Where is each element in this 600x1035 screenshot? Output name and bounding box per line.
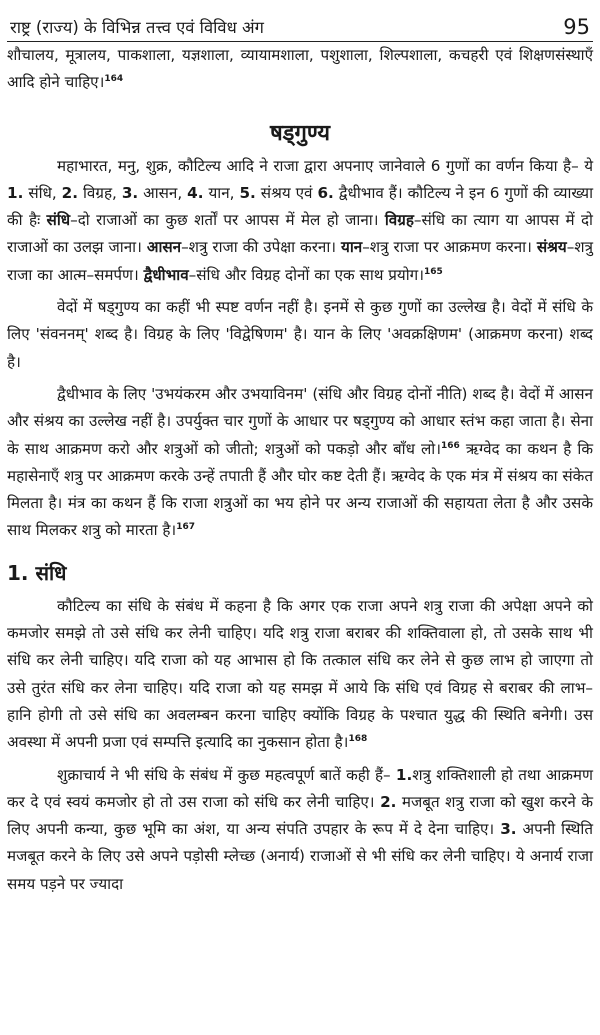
section-title: षड्गुण्य	[269, 120, 331, 146]
running-title: राष्ट्र (राज्य) के विभिन्न तत्त्व एवं विविध अंग	[10, 18, 264, 37]
footnote-ref-166: 166	[441, 440, 460, 451]
section-paragraph-1: महाभारत, मनु, शुक्र, कौटिल्य आदि ने राजा द्वारा अपनाए जानेवाले 6 गुणों का वर्णन किया है– ये 1. संधि, 2. विग्रह, 3. आसन, 4. यान, 5. संश्रय एवं 6. द्वैधीभाव हैं। कौटिल्य ने इन 6 गुणों की व्याख्या की हैः संधि–दो राजाओं का कुछ शर्तों पर आपस में मेल हो जाना। विग्रह–संधि का त्याग या आपस में दो राजाओं का उलझ जाना। आसन–शत्रु राजा की उपेक्षा करना। यान–शत्रु राजा पर आक्रमण करना। संश्रय–शत्रु राजा का आत्म–समर्पण। द्वैधीभाव–संधि और विग्रह दोनों का एक साथ प्रयोग।$^{165}$	[7, 156, 594, 284]
running-header	[7, 0, 593, 42]
footnote-ref-168: 168	[348, 734, 368, 745]
page-number: 95	[563, 15, 590, 39]
footnote-ref-165: 165	[423, 266, 443, 277]
body-text	[7, 42, 593, 898]
footnote-ref-167: 167	[176, 522, 195, 533]
subsection-paragraph-2: शुक्राचार्य ने भी संधि के संबंध में कुछ महत्वपूर्ण बातें कही हैं– 1.शत्रु शक्तिशाली हो तथा आक्रमण कर दे एवं स्वयं कमजोर हो तो उस राजा को संधि कर लेनी चाहिए। 2. मजबूत शत्रु राजा को खुश करने के लिए अपनी कन्या, कुछ भूमि का अंश, या अन्य संपति उपहार के रूप में दे देना चाहिए। 3. अपनी स्थिति मजबूत करने के लिए उसे अपने पड़ोसी म्लेच्छ (अनार्य) राजाओं से भी संधि कर लेनी चाहिए। ये अनार्य राजा समय पड़ने पर ज्यादा	[7, 765, 593, 893]
footnote-ref-164: 164	[104, 74, 124, 85]
section-paragraph-2: वेदों में षड्गुण्य का कहीं भी स्पष्ट वर्णन नहीं है। इनमें से कुछ गुणों का उल्लेख है। वेदों में संधि के लिए 'संवननम्' शब्द है। विग्रह के लिए 'विद्वेषिणम' है। यान के लिए 'अवक्रक्षिणम' (आक्रमण करना) शब्द है।	[7, 298, 593, 371]
section-paragraph-3: द्वैधीभाव के लिए 'उभयंकरम और उभयाविनम' (संधि और विग्रह दोनों नीति) शब्द है। वेदों में आसन और संश्रय का उल्लेख नहीं है। उपर्युक्त चार गुणों के आधार पर षड्गुण्य को आधार स्तंभ कहा जाता है। सेना के साथ आक्रमण करो और शत्रुओं को जीतो; शत्रुओं को पकड़ो और बाँध लो।$^{166}$ ऋग्वेद का कथन है कि महासेनाएँ शत्रु पर आक्रमण करके उन्हें तपाती हैं और घोर कष्ट देती हैं। ऋग्वेद के एक मंत्र में संश्रय का संकेत मिलता है। मंत्र का कथन हैं कि राजा शत्रुओं का भय होने पर अन्य राजाओं की सहायता लेता है और उसके साथ मिलकर शत्रु को मारता है।$^{167}$	[7, 384, 593, 540]
intro-paragraph: शौचालय, मूत्रालय, पाकशाला, यज्ञशाला, व्यायामशाला, पशुशाला, शिल्पशाला, कचहरी एवं शिक्षणसंस्थाएँ आदि होने चाहिए।$^{164}$	[7, 46, 593, 92]
subsection-title: 1. संधि	[7, 560, 67, 585]
subsection-paragraph-1: कौटिल्य का संधि के संबंध में कहना है कि अगर एक राजा अपने शत्रु राजा की अपेक्षा अपने को कमजोर समझे तो उसे संधि कर लेनी चाहिए। यदि शत्रु राजा बराबर की शक्तिवाला हो, तो उसके साथ भी संधि कर लेनी चाहिए। यदि राजा को यह आभास हो कि तत्काल संधि कर लेने से कुछ लाभ हो जाएगा तो उसे तुरंत संधि कर लेना चाहिए। यदि राजा को यह समझ में आये कि संधि एवं विग्रह से बराबर की लाभ–हानि होगी तो उसे संधि का अवलम्बन करना चाहिए क्योंकि विग्रह के पश्चात युद्ध की स्थिति बनेगी। उस अवस्था में अपनी प्रजा एवं सम्पत्ति इत्यादि का नुकसान होता है।$^{168}$	[7, 596, 593, 752]
